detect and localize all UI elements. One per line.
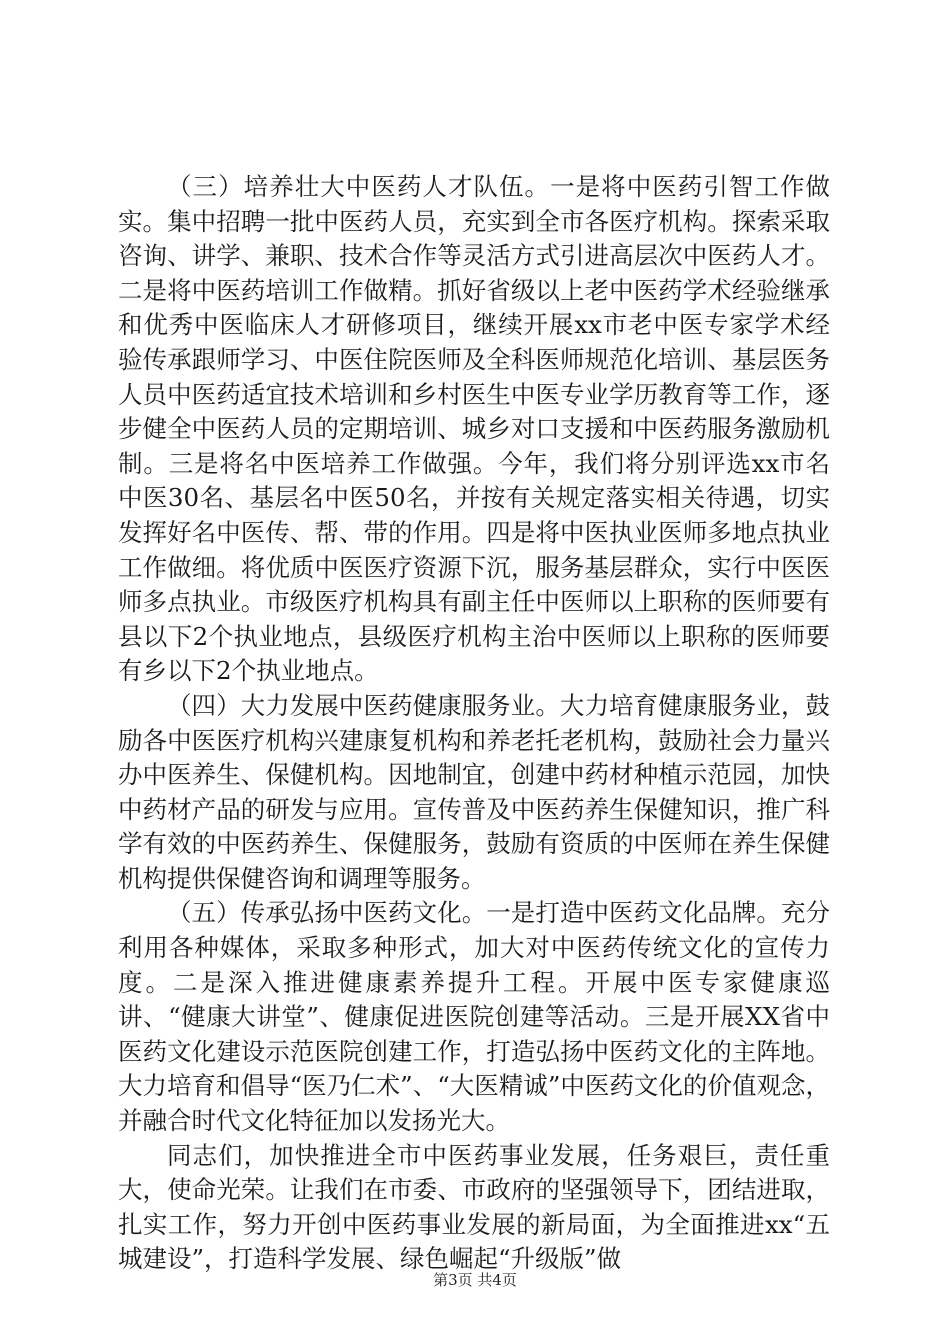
paragraph-closing: 同志们，加快推进全市中医药事业发展，任务艰巨，责任重大，使命光荣。让我们在市委、市政府的坚强领导下，团结进取，扎实工作，努力开创中医药事业发展的新局面，为全面推进xx“五城建设”，打造科学发展、绿色崛起“升级版”做: [118, 1140, 830, 1274]
paragraph-talent-team: （三）培养壮大中医药人才队伍。一是将中医药引智工作做实。集中招聘一批中医药人员，充实到全市各医疗机构。探索采取咨询、讲学、兼职、技术合作等灵活方式引进高层次中医药人才。二是将中医药培训工作做精。抓好省级以上老中医药学术经验继承和优秀中医临床人才研修项目，继续开展xx市老中医专家学术经验传承跟师学习、中医住院医师及全科医师规范化培训、基层医务人员中医药适宜技术培训和乡村医生中医专业学历教育等工作，逐步健全中医药人员的定期培训、城乡对口支援和中医药服务激励机制。三是将名中医培养工作做强。今年，我们将分别评选xx市名中医30名、基层名中医50名，并按有关规定落实相关待遇，切实发挥好名中医传、帮、带的作用。四是将中医执业医师多地点执业工作做细。将优质中医医疗资源下沉，服务基层群众，实行中医医师多点执业。市级医疗机构具有副主任中医师以上职称的医师要有县以下2个执业地点，县级医疗机构主治中医师以上职称的医师要有乡以下2个执业地点。: [118, 172, 830, 686]
paragraph-culture: （五）传承弘扬中医药文化。一是打造中医药文化品牌。充分利用各种媒体，采取多种形式，加大对中医药传统文化的宣传力度。二是深入推进健康素养提升工程。开展中医专家健康巡讲、“健康大讲堂”、健康促进医院创建等活动。三是开展XX省中医药文化建设示范医院创建工作，打造弘扬中医药文化的主阵地。大力培育和倡导“医乃仁术”、“大医精诚”中医药文化的价值观念，并融合时代文化特征加以发扬光大。: [118, 898, 830, 1136]
document-body: [118, 170, 830, 1277]
page-footer: 第3页 共4页: [433, 1271, 517, 1289]
paragraph-health-service: （四）大力发展中医药健康服务业。大力培育健康服务业，鼓励各中医医疗机构兴建康复机构和养老托老机构，鼓励社会力量兴办中医养生、保健机构。因地制宜，创建中药材种植示范园，加快中药材产品的研发与应用。宣传普及中医药养生保健知识，推广科学有效的中医药养生、保健服务，鼓励有资质的中医师在养生保健机构提供保健咨询和调理等服务。: [118, 690, 830, 893]
